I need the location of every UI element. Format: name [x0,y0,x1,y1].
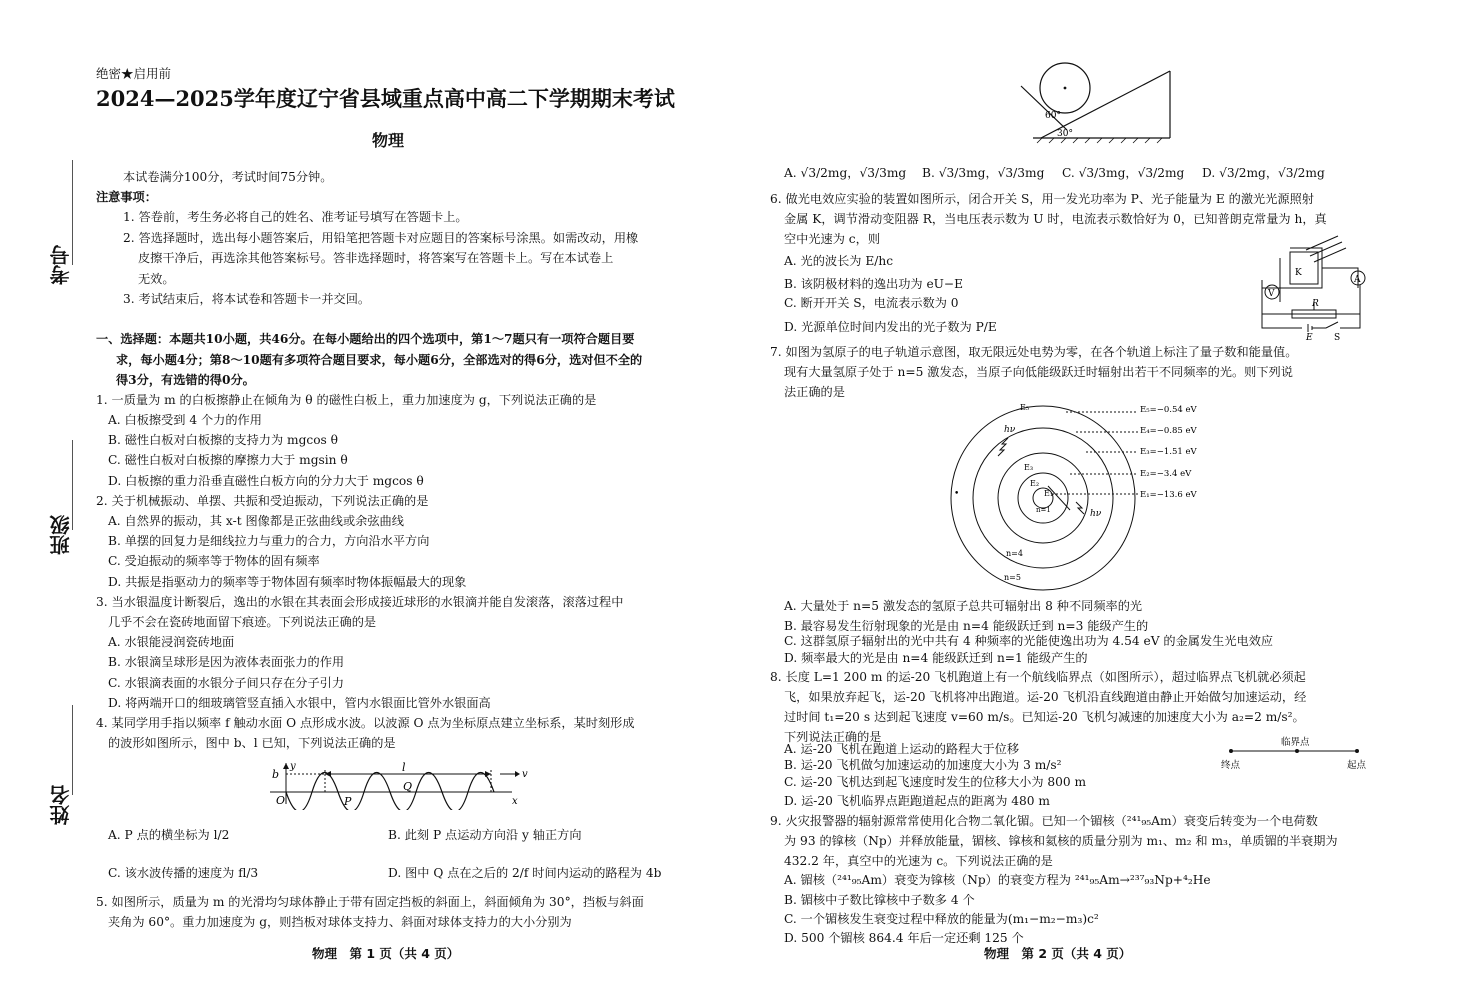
option: B. 单摆的回复力是细线拉力与重力的合力，方向沿水平方向 [108,534,430,548]
svg-text:K: K [1295,268,1302,278]
instructions-heading: 注意事项： [96,190,157,204]
page-footer-left: 物理 第 1 页（共 4 页） [312,946,460,961]
question-5: 5. 如图所示，质量为 m 的光滑均匀球体静止于带有固定挡板的斜面上，斜面倾角为 30°，挡板与斜面 [96,895,644,909]
svg-text:n=1: n=1 [1036,506,1051,514]
question-4-cont: 的波形如图所示，图中 b、l 已知，下列说法正确的是 [108,736,396,750]
question-8-cont: 下列说法正确的是 [784,730,882,744]
option: D. √3/2mg，√3/2mg [1202,166,1325,180]
option: B. 该阴极材料的逸出功为 eU−E [784,277,964,291]
question-9-cont: 为 93 的镎核（Np）并释放能量，镅核、镎核和氦核的质量分别为 m₁、m₂ 和 m₃，单质镅的半衰期为 [784,834,1338,848]
question-9: 9. 火灾报警器的辐射源常常使用化合物二氧化镅。已知一个镅核（²⁴¹₉₅Am）衰变后转变为一个电荷数 [770,814,1318,828]
svg-text:y: y [290,761,296,772]
instruction-item: 皮擦干净后，再选涂其他答案标号。答非选择题时，将答案写在答题卡上。写在本试卷上 [138,251,614,265]
question-5-cont: 夹角为 60°。重力加速度为 g，则挡板对球体支持力、斜面对球体支持力的大小分别为 [108,915,572,929]
option: D. 500 个镅核 864.4 年后一定还剩 125 个 [784,931,1024,945]
incline-ball-figure [1005,58,1195,148]
svg-text:x: x [512,796,518,807]
option: C. 受迫振动的频率等于物体的固有频率 [108,554,320,568]
option: D. 频率最大的光是由 n=4 能级跃迁到 n=1 能级产生的 [784,651,1088,665]
svg-text:S: S [1334,333,1341,342]
svg-text:b: b [272,768,280,781]
instructions-intro: 本试卷满分100分，考试时间75分钟。 [123,170,333,184]
option: A. 自然界的振动，其 x-t 图像都是正弦曲线或余弦曲线 [108,514,404,528]
option: A. 镅核（²⁴¹₉₅Am）衰变为镎核（Np）的衰变方程为 ²⁴¹₉₅Am→²³⁷₉₃Np+⁴₂He [784,873,1211,887]
question-7-cont: 法正确的是 [784,385,845,399]
energy-label-e5: E₅=−0.54 eV [1140,405,1197,415]
runway-critical-label: 临界点 [1281,737,1310,748]
option: C. 这群氢原子辐射出的光中共有 4 种频率的光能使逸出功为 4.54 eV 的金属发生光电效应 [784,634,1274,648]
svg-text:n=4: n=4 [1006,549,1023,558]
svg-text:E₃: E₃ [1024,463,1034,472]
energy-label-e1: E₁=−13.6 eV [1140,490,1197,500]
svg-text:hν: hν [1090,509,1102,519]
option: C. √3/3mg，√3/2mg [1062,166,1185,180]
energy-label-e4: E₄=−0.85 eV [1140,426,1197,436]
option: C. 该水波传播的速度为 fl/3 [108,866,259,880]
svg-text:E: E [1306,333,1313,342]
page-footer-right: 物理 第 2 页（共 4 页） [984,946,1132,961]
option: C. 运-20 飞机达到起飞速度时发生的位移大小为 800 m [784,775,1087,789]
question-3: 3. 当水银温度计断裂后，逸出的水银在其表面会形成接近球形的水银滴并能自发滚落，滚落过程中 [96,595,624,609]
svg-text:E₂: E₂ [1030,479,1040,488]
runway-start-label: 起点 [1347,760,1367,771]
option: A. 运-20 飞机在跑道上运动的路程大于位移 [784,742,1020,756]
option: D. 运-20 飞机临界点距跑道起点的距离为 480 m [784,794,1050,808]
energy-label-e2: E₂=−3.4 eV [1140,469,1192,479]
binding-label-class: 班级 [49,515,73,555]
option: A. 水银能浸润瓷砖地面 [108,635,235,649]
option: D. 图中 Q 点在之后的 2/f 时间内运动的路程为 4b [388,866,662,880]
option: D. 光源单位时间内发出的光子数为 P/E [784,320,997,334]
question-6-cont: 空中光速为 c，则 [784,232,881,246]
question-6-cont: 金属 K，调节滑动变阻器 R，当电压表示数为 U 时，电流表示数恰好为 0，已知普朗克常量为 h，真 [784,212,1327,226]
question-7-cont: 现有大量氢原子处于 n=5 激发态，当原子向低能级跃迁时辐射出若干不同频率的光。则下列说 [784,365,1293,379]
subject-title: 物理 [372,131,405,150]
svg-text:30°: 30° [1057,129,1073,139]
exam-title: 2024—2025学年度辽宁省县域重点高中高二下学期期末考试 [96,86,675,111]
question-7: 7. 如图为氢原子的电子轨道示意图，取无限远处电势为零，在各个轨道上标注了量子数和能量值。 [770,345,1298,359]
question-3-cont: 几乎不会在瓷砖地面留下痕迹。下列说法正确的是 [108,615,377,629]
svg-text:O: O [276,794,286,807]
svg-text:•: • [954,489,960,499]
wave-figure [262,760,542,810]
svg-text:v: v [522,769,528,780]
option: A. 大量处于 n=5 激发态的氢原子总共可辐射出 8 种不同频率的光 [784,599,1143,613]
option: A. 光的波长为 E/hc [784,254,894,268]
hydrogen-orbit-figure [948,398,1208,594]
binding-label-exam-number: 考号 [49,245,73,285]
instruction-item: 2. 答选择题时，选出每小题答案后，用铅笔把答题卡对应题目的答案标号涂黑。如需改动，用橡 [123,231,639,245]
option: D. 白板擦的重力沿垂直磁性白板方向的分力大于 mgcos θ [108,474,424,488]
instruction-item: 无效。 [138,272,175,286]
question-9-cont: 432.2 年，真空中的光速为 c。下列说法正确的是 [784,854,1053,868]
option: B. 水银滴呈球形是因为液体表面张力的作用 [108,655,345,669]
question-4: 4. 某同学用手指以频率 f 触动水面 O 点形成水波。以波源 O 点为坐标原点建立坐标系，某时刻形成 [96,716,635,730]
runway-end-label: 终点 [1221,760,1241,771]
svg-text:l: l [402,761,406,774]
option: D. 将两端开口的细玻璃管竖直插入水银中，管内水银面比管外水银面高 [108,696,491,710]
binding-label-name: 姓名 [49,785,73,825]
option: A. P 点的横坐标为 l/2 [108,828,230,842]
confidential-mark: 绝密★启用前 [96,66,172,81]
option: B. √3/3mg，√3/3mg [922,166,1045,180]
option: C. 磁性白板对白板擦的摩擦力大于 mgsin θ [108,453,348,467]
option: D. 共振是指驱动力的频率等于物体固有频率时物体振幅最大的现象 [108,575,467,589]
section-heading: 得3分，有选错的得0分。 [116,373,255,387]
energy-label-e3: E₃=−1.51 eV [1140,447,1197,457]
svg-text:E₅: E₅ [1020,403,1030,412]
svg-text:A: A [1354,275,1361,285]
question-8: 8. 长度 L=1 200 m 的运-20 飞机跑道上有一个航线临界点（如图所示），超过临界点飞机就必须起 [770,670,1306,684]
instruction-item: 3. 考试结束后，将本试卷和答题卡一并交回。 [123,292,371,306]
option: B. 最容易发生衍射现象的光是由 n=4 能级跃迁到 n=3 能级产生的 [784,619,1149,633]
option: B. 运-20 飞机做匀加速运动的加速度大小为 3 m/s² [784,758,1062,772]
instruction-item: 1. 答卷前，考生务必将自己的姓名、准考证号填写在答题卡上。 [123,210,468,224]
option: C. 水银滴表面的水银分子间只存在分子引力 [108,676,345,690]
svg-text:R: R [1312,299,1319,309]
svg-text:E₁: E₁ [1044,489,1054,498]
option: B. 此刻 P 点运动方向沿 y 轴正方向 [388,828,582,842]
svg-text:Q: Q [403,780,413,793]
section-heading: 求，每小题4分；第8～10题有多项符合题目要求，每小题6分，全部选对的得6分，选对但不全的 [116,353,643,367]
option: A. √3/2mg，√3/3mg [784,166,907,180]
question-8-cont: 过时间 t₁=20 s 达到起飞速度 v=60 m/s。已知运-20 飞机匀减速的加速度大小为 a₂=2 m/s²。 [784,710,1305,724]
question-2: 2. 关于机械振动、单摆、共振和受迫振动，下列说法正确的是 [96,494,429,508]
question-6: 6. 做光电效应实验的装置如图所示，闭合开关 S，用一发光功率为 P、光子能量为 E 的激光光源照射 [770,192,1314,206]
option: B. 磁性白板对白板擦的支持力为 mgcos θ [108,433,339,447]
option: C. 断开开关 S，电流表示数为 0 [784,296,959,310]
option: A. 白板擦受到 4 个力的作用 [108,413,262,427]
svg-text:60°: 60° [1045,111,1061,121]
question-8-cont: 飞，如果放弃起飞，运-20 飞机将冲出跑道。运-20 飞机沿直线跑道由静止开始做匀加速运动，经 [784,690,1307,704]
question-1: 1. 一质量为 m 的白板擦静止在倾角为 θ 的磁性白板上，重力加速度为 g，下列说法正确的是 [96,393,597,407]
option: C. 一个镅核发生衰变过程中释放的能量为(m₁−m₂−m₃)c² [784,912,1099,926]
option: B. 镅核中子数比镎核中子数多 4 个 [784,893,975,907]
section-heading: 一、选择题：本题共10小题，共46分。在每小题给出的四个选项中，第1～7题只有一项符合题目要 [96,332,635,346]
svg-text:hν: hν [1004,425,1016,435]
runway-figure [1215,736,1375,774]
photoelectric-circuit-figure [1250,230,1372,342]
svg-text:n=5: n=5 [1004,573,1021,582]
svg-text:V: V [1268,289,1275,299]
svg-text:P: P [344,795,352,808]
